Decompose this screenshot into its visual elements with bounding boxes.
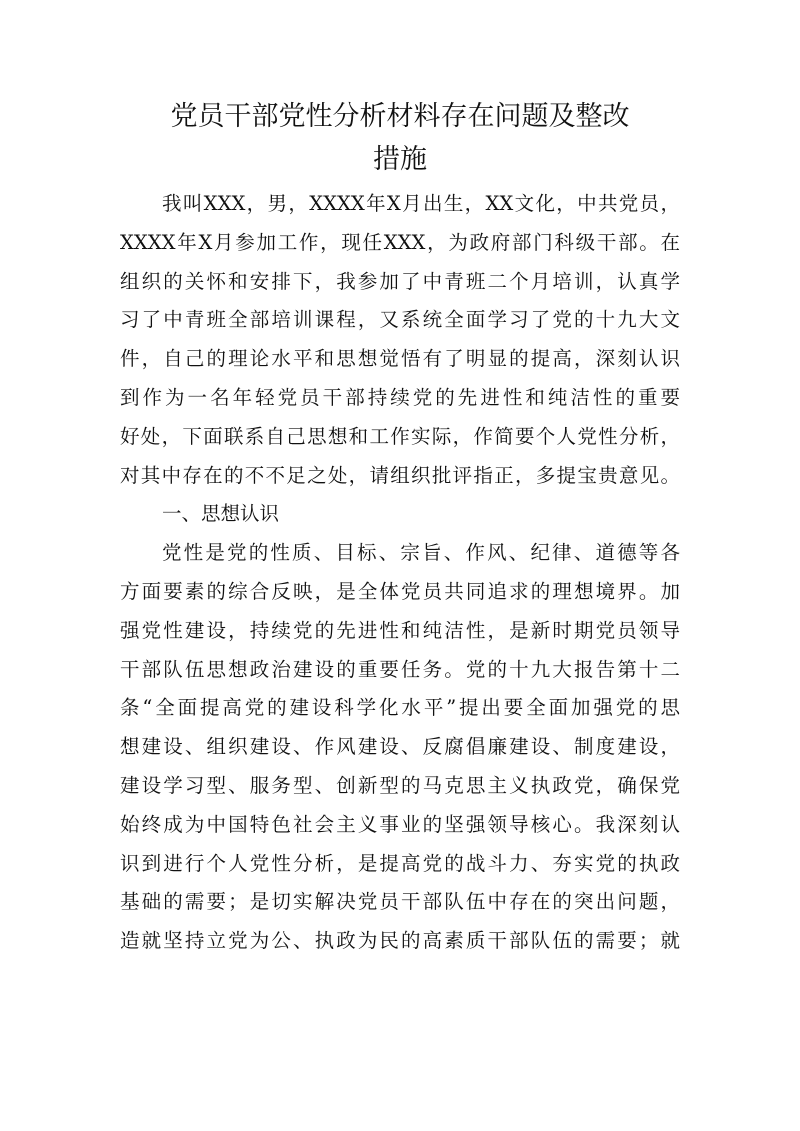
- paragraph-line: 好处，下面联系自己思想和工作实际，作简要个人党性分析，: [120, 424, 680, 448]
- paragraph-line: 始终成为中国特色社会主义事业的坚强领导核心。我深刻认: [120, 812, 680, 836]
- section-heading: 一、思想认识: [162, 502, 280, 526]
- paragraph-line: 建设学习型、服务型、创新型的马克思主义执政党，确保党: [120, 774, 680, 797]
- paragraph-line: 干部队伍思想政治建设的重要任务。党的十九大报告第十二: [120, 657, 680, 681]
- paragraph-line: 识到进行个人党性分析，是提高党的战斗力、夯实党的执政: [120, 851, 680, 875]
- paragraph-line: 想建设、组织建设、作风建设、反腐倡廉建设、制度建设，: [120, 735, 680, 759]
- document-title-line-2: 措施: [373, 144, 427, 175]
- paragraph-line: 强党性建设，持续党的先进性和纯洁性，是新时期党员领导: [120, 618, 680, 642]
- paragraph-line: 组织的关怀和安排下，我参加了中青班二个月培训，认真学: [120, 269, 680, 293]
- paragraph-line: 造就坚持立党为公、执政为民的高素质干部队伍的需要；就: [120, 929, 680, 953]
- paragraph-line: XXXX年X月参加工作，现任XXX，为政府部门科级干部。在: [120, 230, 680, 254]
- paragraph-line: 对其中存在的不不足之处，请组织批评指正，多提宝贵意见。: [120, 463, 680, 487]
- paragraph-line: 件，自己的理论水平和思想觉悟有了明显的提高，深刻认识: [120, 347, 680, 371]
- paragraph-line: 基础的需要；是切实解决党员干部队伍中存在的突出问题，: [120, 890, 680, 914]
- document-title-line-1: 党员干部党性分析材料存在问题及整改: [170, 101, 630, 132]
- paragraph-line: 党性是党的性质、目标、宗旨、作风、纪律、道德等各: [162, 541, 680, 565]
- paragraph-line: 条“全面提高党的建设科学化水平”提出要全面加强党的思: [120, 696, 680, 720]
- paragraph-line: 方面要素的综合反映，是全体党员共同追求的理想境界。加: [120, 580, 680, 603]
- paragraph-line: 习了中青班全部培训课程，又系统全面学习了党的十九大文: [120, 308, 680, 332]
- paragraph-line: 到作为一名年轻党员干部持续党的先进性和纯洁性的重要: [120, 386, 680, 409]
- paragraph-line: 我叫XXX，男，XXXX年X月出生，XX文化，中共党员，: [162, 192, 680, 215]
